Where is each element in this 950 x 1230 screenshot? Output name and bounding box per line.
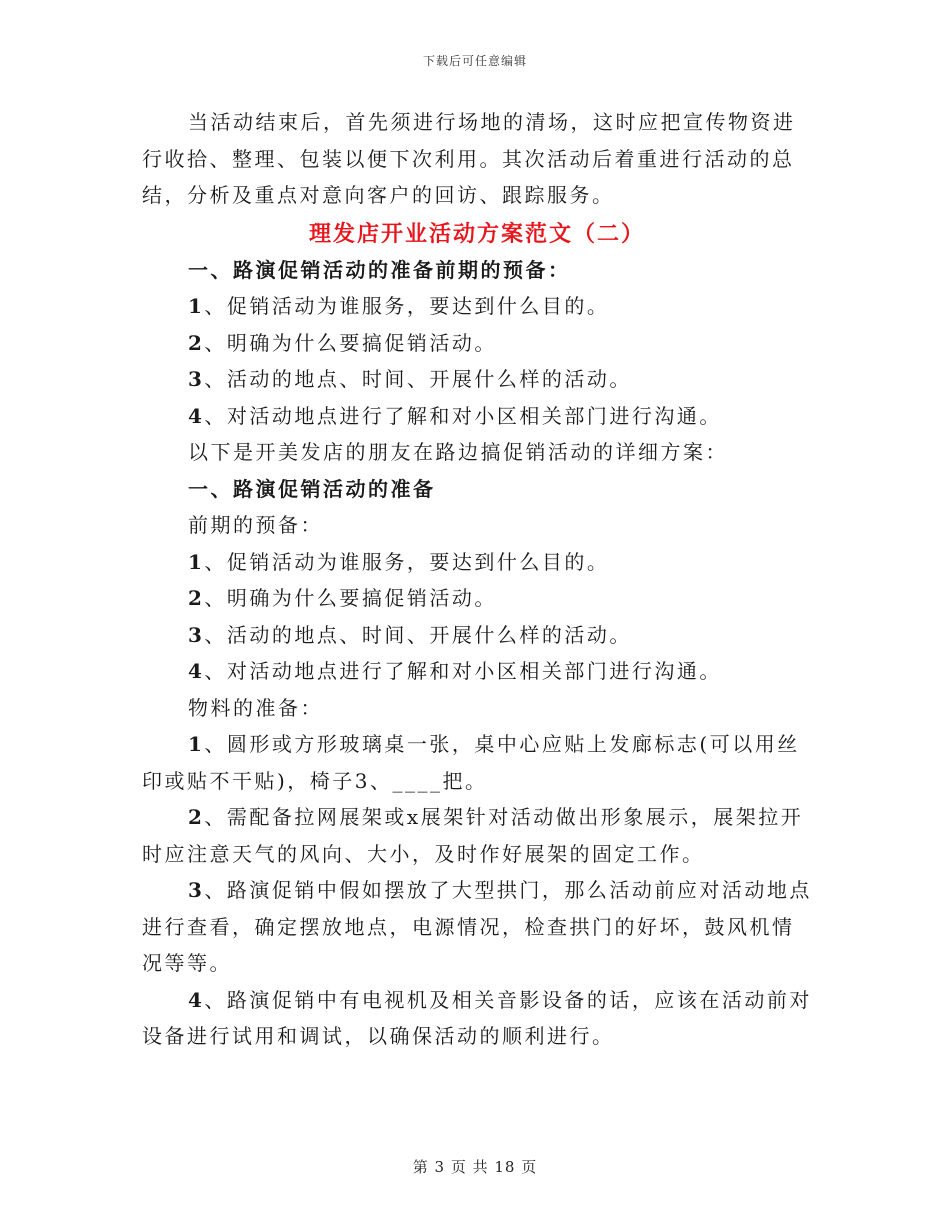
section-title: 理发店开业活动方案范文（二） bbox=[308, 220, 645, 247]
list-item bbox=[142, 799, 812, 872]
sub-heading-early-prep: 前期的预备： bbox=[188, 513, 323, 537]
list-number: 3 bbox=[188, 878, 205, 902]
list-number: 1 bbox=[188, 294, 205, 318]
list-item bbox=[142, 288, 812, 325]
list-text: 、圆形或方形玻璃桌一张，桌中心应贴上发廊标志(可以用丝印或贴不干贴)，椅子3、____把。 bbox=[142, 732, 800, 793]
list-text: 、路演促销中假如摆放了大型拱门，那么活动前应对活动地点进行查看，确定摆放地点，电源情况，检查拱门的好坏，鼓风机情况等等。 bbox=[142, 878, 812, 975]
list-item bbox=[142, 361, 812, 398]
list-text: 、明确为什么要搞促销活动。 bbox=[204, 586, 497, 610]
list-item bbox=[142, 617, 812, 654]
page-number: 第 3 页 共 18 页 bbox=[412, 1158, 538, 1176]
list-number: 1 bbox=[188, 549, 205, 574]
list-text: 、明确为什么要搞促销活动。 bbox=[204, 330, 497, 355]
list-item bbox=[142, 653, 812, 690]
page-header: 下载后可任意编辑 bbox=[422, 54, 527, 68]
list-item bbox=[142, 544, 812, 581]
list-item bbox=[142, 325, 812, 362]
heading-prep-early: 一、路演促销活动的准备前期的预备： bbox=[188, 257, 571, 282]
list-item bbox=[142, 982, 812, 1055]
list-number: 3 bbox=[188, 367, 205, 391]
document-body bbox=[142, 104, 812, 1055]
list-text: 、路演促销中有电视机及相关音影设备的话，应该在活动前对设备进行试用和调试，以确保活动的顺利进行。 bbox=[142, 987, 812, 1048]
sub-heading-materials: 物料的准备： bbox=[188, 695, 323, 720]
intro-line: 以下是开美发店的朋友在路边搞促销活动的详细方案： bbox=[188, 440, 728, 464]
list-item bbox=[142, 726, 812, 799]
list-number: 4 bbox=[188, 403, 205, 428]
list-text: 、对活动地点进行了解和对小区相关部门进行沟通。 bbox=[204, 403, 722, 428]
list-text: 、对活动地点进行了解和对小区相关部门进行沟通。 bbox=[204, 659, 722, 683]
list-item bbox=[142, 580, 812, 617]
list-item bbox=[142, 872, 812, 982]
list-number: 2 bbox=[188, 805, 205, 829]
list-item bbox=[142, 398, 812, 435]
list-number: 1 bbox=[188, 732, 205, 756]
list-number: 3 bbox=[188, 622, 205, 647]
list-text: 、促销活动为谁服务，要达到什么目的。 bbox=[204, 294, 610, 318]
list-number: 2 bbox=[188, 586, 205, 610]
list-number: 4 bbox=[188, 659, 205, 683]
list-text: 、活动的地点、时间、开展什么样的活动。 bbox=[204, 622, 632, 647]
list-text: 、需配备拉网展架或x展架针对活动做出形象展示，展架拉开时应注意天气的风向、大小，及时作好展架的固定工作。 bbox=[142, 805, 804, 866]
list-text: 、促销活动为谁服务，要达到什么目的。 bbox=[204, 549, 610, 574]
list-number: 4 bbox=[188, 987, 205, 1012]
heading-prep: 一、路演促销活动的准备 bbox=[188, 476, 436, 501]
list-number: 2 bbox=[188, 330, 205, 355]
list-text: 、活动的地点、时间、开展什么样的活动。 bbox=[204, 367, 632, 391]
intro-paragraph: 当活动结束后，首先须进行场地的清场，这时应把宣传物资进行收拾、整理、包装以便下次利用。其次活动后着重进行活动的总结，分析及重点对意向客户的回访、跟踪服务。 bbox=[142, 110, 796, 207]
